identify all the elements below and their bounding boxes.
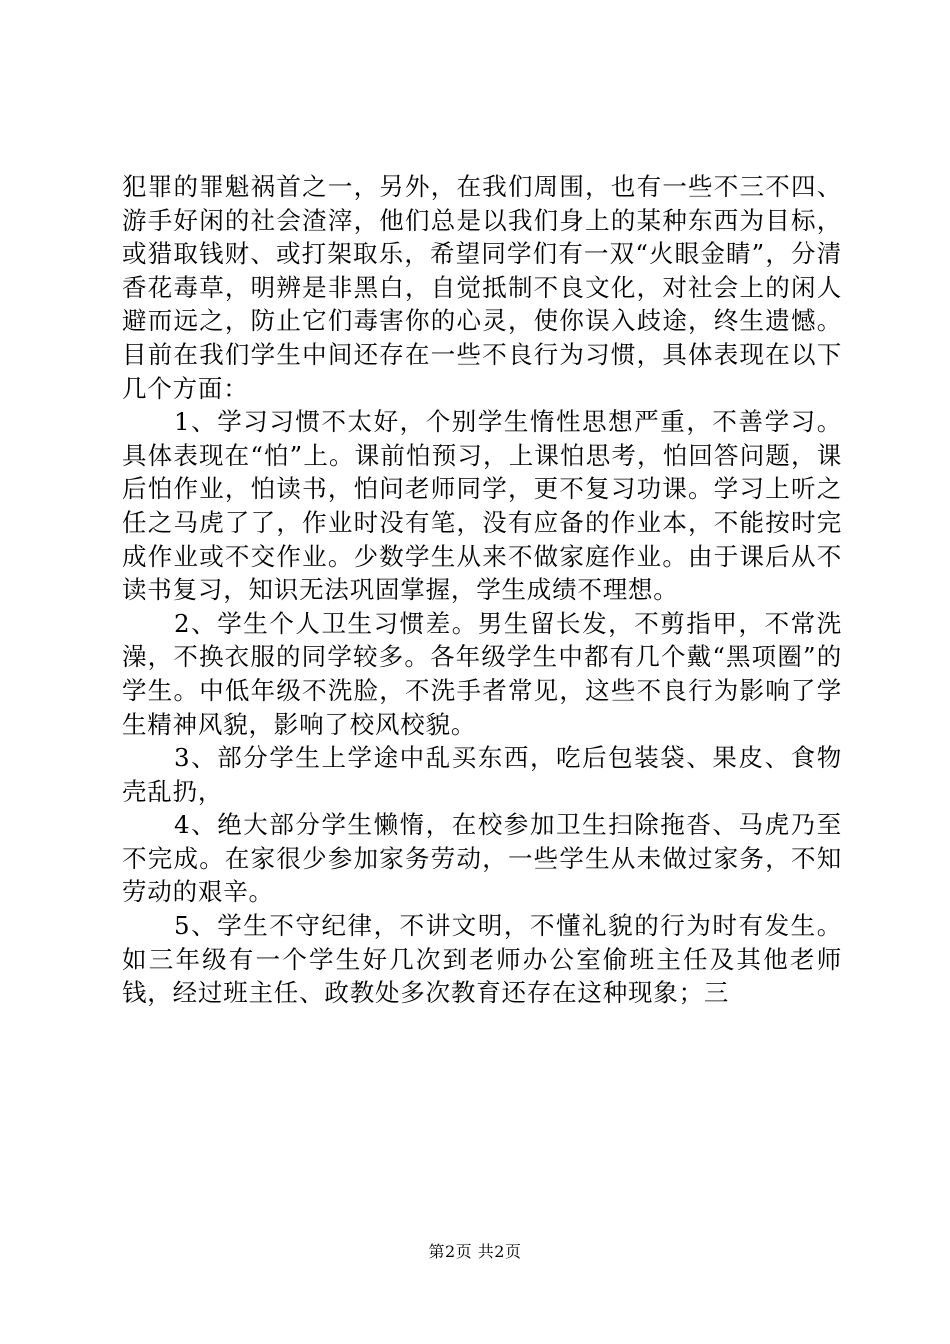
paragraph-2: 1、学习习惯不太好，个别学生惰性思想严重，不善学习。具体表现在“怕”上。课前怕预习，上课怕思考，怕回答问题，课后怕作业，怕读书，怕问老师同学，更不复习功课。学习上听之任之马虎了了，作业时没有笔，没有应备的作业本，不能按时完成作业或不交作业。少数学生从来不做家庭作业。由于课后从不读书复习，知识无法巩固掌握，学生成绩不理想。 (122, 407, 842, 605)
paragraph-4: 3、部分学生上学途中乱买东西，吃后包装袋、果皮、食物壳乱扔， (122, 743, 842, 806)
document-body (122, 170, 842, 1010)
page-number-footer: 第2页 共2页 (428, 1242, 522, 1261)
paragraph-1: 犯罪的罪魁祸首之一，另外，在我们周围，也有一些不三不四、游手好闲的社会渣滓，他们总是以我们身上的某种东西为目标，或猎取钱财、或打架取乐，希望同学们有一双“火眼金睛”，分清香花毒草，明辨是非黑白，自觉抵制不良文化，对社会上的闲人避而远之，防止它们毒害你的心灵，使你误入歧途，终生遗憾。目前在我们学生中间还存在一些不良行为习惯，具体表现在以下几个方面： (122, 172, 842, 403)
paragraph-3: 2、学生个人卫生习惯差。男生留长发，不剪指甲，不常洗澡，不换衣服的同学较多。各年级学生中都有几个戴“黑项圈”的学生。中低年级不洗脸，不洗手者常见，这些不良行为影响了学生精神风貌，影响了校风校貌。 (122, 608, 842, 739)
paragraph-6: 5、学生不守纪律，不讲文明，不懂礼貌的行为时有发生。如三年级有一个学生好几次到老师办公室偷班主任及其他老师钱，经过班主任、政教处多次教育还存在这种现象；三 (122, 911, 842, 1008)
paragraph-5: 4、绝大部分学生懒惰，在校参加卫生扫除拖沓、马虎乃至不完成。在家很少参加家务劳动，一些学生从未做过家务，不知劳动的艰辛。 (122, 810, 842, 907)
